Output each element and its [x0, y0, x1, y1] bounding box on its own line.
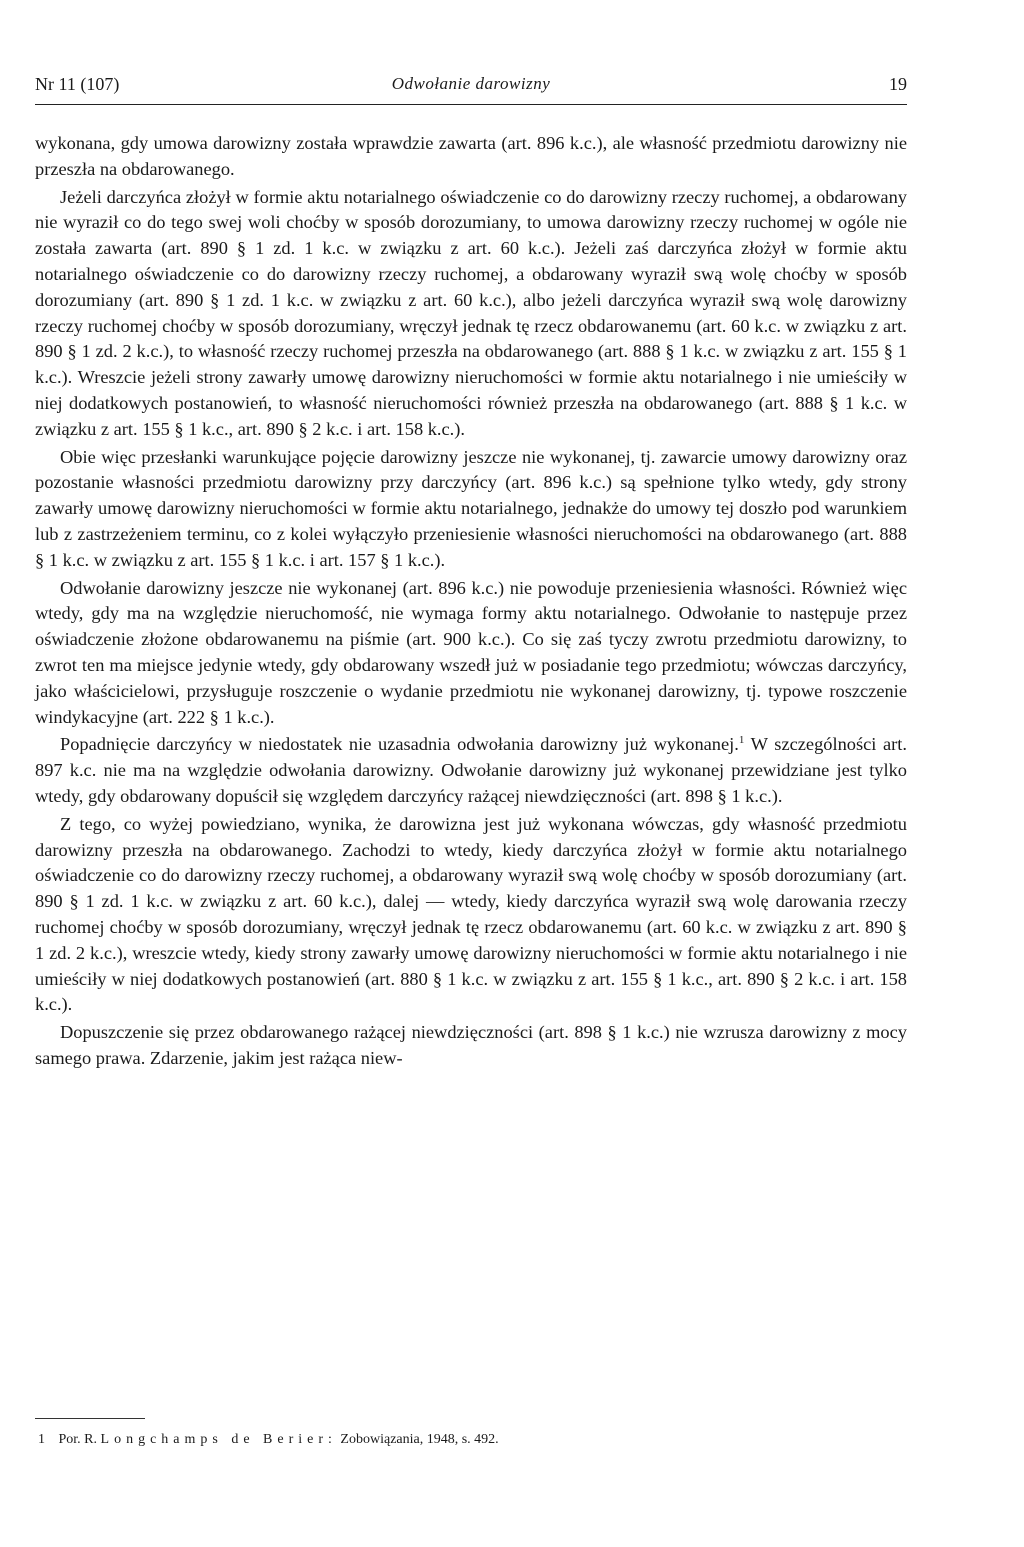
running-title: Odwołanie darowizny [391, 74, 551, 93]
paragraph-7: Dopuszczenie się przez obdarowanego rażącej niewdzięczności (art. 898 § 1 k.c.) nie wzrusza darowizny z mocy samego prawa. Zdarzenie, jakim jest rażąca niew- [35, 1022, 907, 1068]
running-header [35, 70, 907, 96]
page-number: 19 [889, 74, 907, 94]
paragraph-5-cont: W szczególności art. 897 k.c. nie ma na względzie odwołania darowizny. Odwołanie darowizny już wykonanej przewidziane jest tylko wtedy, gdy obdarowany dopuścił się względem darczyńcy rażącej niewdzięczności (art. 898 § 1 k.c.). [35, 734, 908, 806]
footnote-prefix: Por. R. [58, 1432, 98, 1447]
footnote-marker: 1 [738, 734, 745, 747]
footnote-number: 1 [38, 1432, 45, 1447]
footnote-author: Longchamps de Berier: [100, 1432, 337, 1447]
footnote-rest: Zobowiązania, 1948, s. 492. [340, 1432, 499, 1447]
paragraph-2: Jeżeli darczyńca złożył w formie aktu notarialnego oświadczenie co do darowizny rzeczy ruchomej, a obdarowany nie wyraził co do tego swej woli choćby w sposób dorozumiany, to umowa darowizny rzeczy ruchomej w ogóle nie została zawarta (art. 890 § 1 zd. 1 k.c. w związku z art. 60 k.c.). Jeżeli zaś darczyńca złożył w formie aktu notarialnego oświadczenie co do darowizny rzeczy ruchomej, a obdarowany wyraził swą wolę choćby w sposób dorozumiany (art. 890 § 1 zd. 1 k.c. w związku z art. 60 k.c.), albo jeżeli darczyńca wyraził swą wolę darowizny rzeczy ruchomej choćby w sposób dorozumiany, wręczył jednak tę rzecz obdarowanemu (art. 60 k.c. w związku z art. 890 § 1 zd. 2 k.c.), to własność rzeczy ruchomej przeszła na obdarowanego (art. 888 § 1 k.c. w związku z art. 155 § 1 k.c.). Wreszcie jeżeli strony zawarły umowę darowizny nieruchomości w formie aktu notarialnego i nie umieściły w niej dodatkowych postanowień, to własność nieruchomości również przeszła na obdarowanego (art. 888 § 1 k.c. w związku z art. 155 § 1 k.c., art. 890 § 2 k.c. i art. 158 k.c.). [35, 186, 907, 439]
header-rule [35, 104, 907, 105]
paragraph-3: Obie więc przesłanki warunkujące pojęcie darowizny jeszcze nie wykonanej, tj. zawarcie umowy darowizny oraz pozostanie własności przedmiotu darowizny przy darczyńcy (art. 896 k.c.) są spełnione tylko wtedy, gdy strony zawarły umowę darowizny nieruchomości w formie aktu notarialnego, jednakże do umowy tej doszło pod warunkiem lub z zastrzeżeniem terminu, co z kolei wyłączyło przeniesienie własności nieruchomości na obdarowanego (art. 888 § 1 k.c. w związku z art. 155 § 1 k.c. i art. 157 § 1 k.c.). [35, 446, 907, 570]
paragraph-1: wykonana, gdy umowa darowizny została wprawdzie zawarta (art. 896 k.c.), ale własność przedmiotu darowizny nie przeszła na obdarowanego. [35, 133, 907, 179]
paragraph-5 [35, 732, 907, 809]
issue-number: Nr 11 (107) [35, 74, 120, 94]
paragraph-5-text: Popadnięcie darczyńcy w niedostatek nie uzasadnia odwołania darowizny już wykonanej. [60, 734, 739, 755]
body-text [35, 131, 907, 1074]
paragraph-6: Z tego, co wyżej powiedziano, wynika, że darowizna jest już wykonana wówczas, gdy własność przedmiotu darowizny przeszła na obdarowanego. Zachodzi to wtedy, kiedy darczyńca złożył w formie aktu notarialnego oświadczenie co do darowizny rzeczy ruchomej, a obdarowany wyraził swą wolę choćby w sposób dorozumiany (art. 890 § 1 zd. 1 k.c. w związku z art. 60 k.c.), dalej — wtedy, kiedy darczyńca wyraził swą wolę darowania rzeczy ruchomej choćby w sposób dorozumiany, wręczył jednak tę rzecz obdarowanemu (art. 60 k.c. w związku z art. 890 § 1 zd. 2 k.c.), wreszcie wtedy, kiedy strony zawarły umowę darowizny nieruchomości w formie aktu notarialnego i nie umieściły w niej dodatkowych postanowień (art. 880 § 1 k.c. w związku z art. 155 § 1 k.c., art. 890 § 2 k.c. i art. 158 k.c.). [35, 813, 907, 1015]
footnote [35, 1432, 499, 1448]
paragraph-4: Odwołanie darowizny jeszcze nie wykonanej (art. 896 k.c.) nie powoduje przeniesienia własności. Również więc wtedy, gdy ma na względzie nieruchomość, nie wymaga formy aktu notarialnego. Odwołanie to następuje przez oświadczenie złożone obdarowanemu na piśmie (art. 900 k.c.). Co się zaś tyczy zwrotu przedmiotu darowizny, to zwrot ten ma miejsce jedynie wtedy, gdy obdarowany wszedł już w posiadanie tego przedmiotu; wówczas darczyńcy, jako właścicielowi, przysługuje roszczenie o wydanie przedmiotu nie wykonanej darowizny, tj. typowe roszczenie windykacyjne (art. 222 § 1 k.c.). [35, 577, 907, 727]
footnote-rule [35, 1418, 145, 1419]
